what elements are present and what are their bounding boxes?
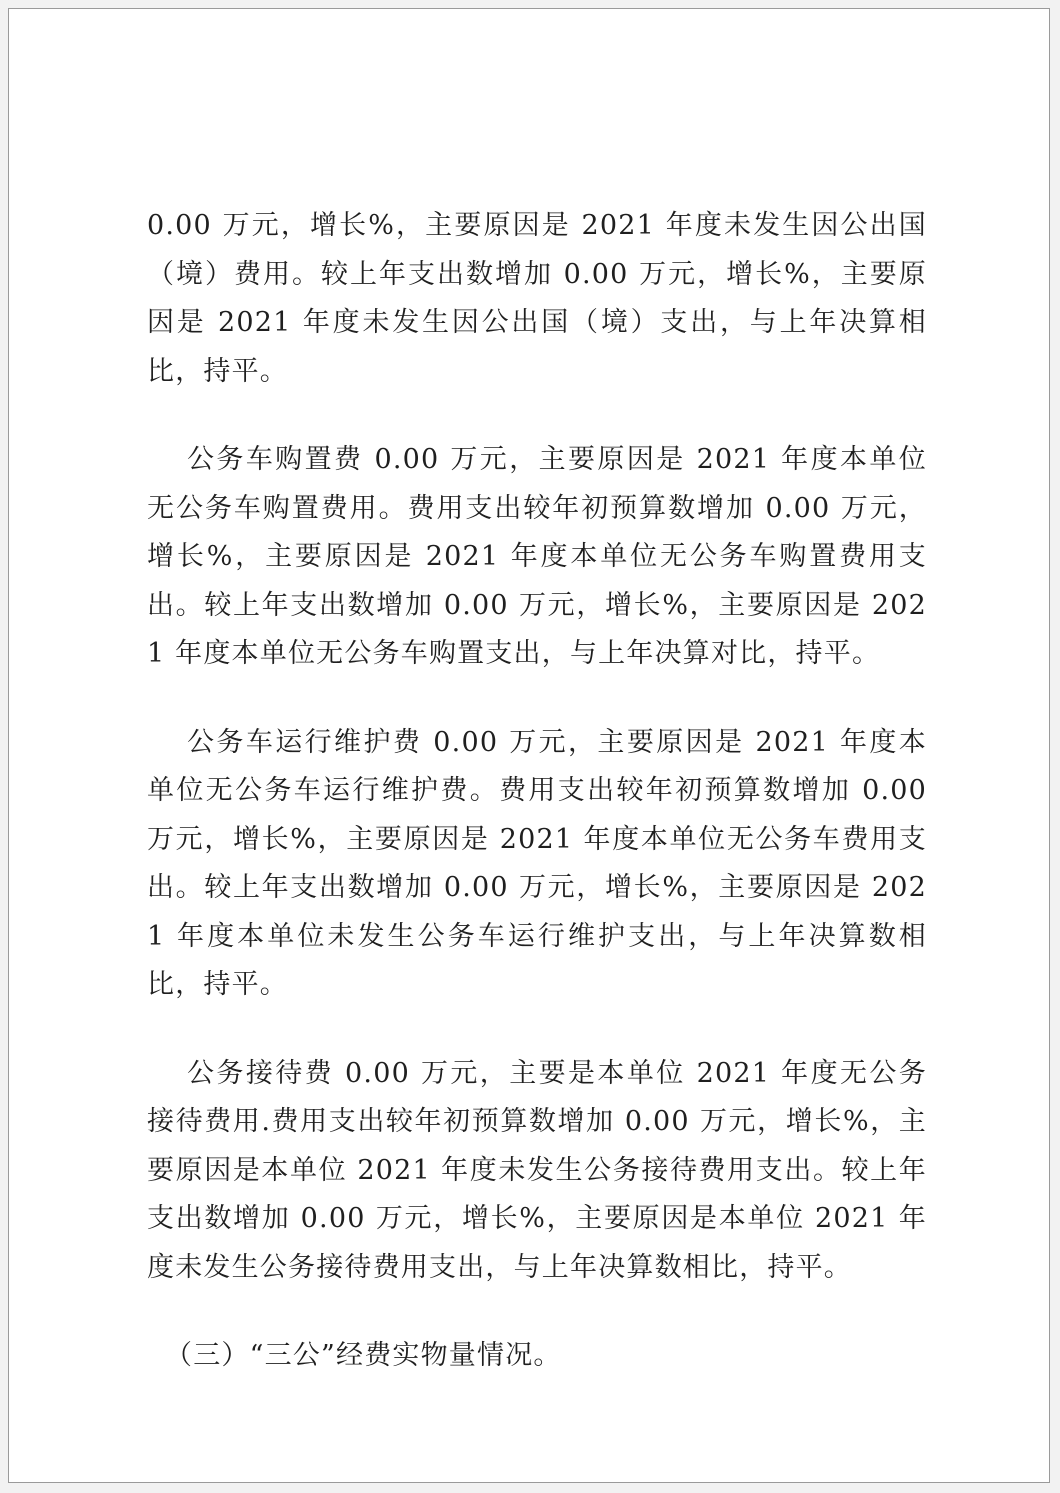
document-body	[147, 202, 927, 1381]
paragraph-vehicle-maintenance-cost: 公务车运行维护费 0.00 万元，主要原因是 2021 年度本单位无公务车运行维护费。费用支出较年初预算数增加 0.00 万元，增长%，主要原因是 2021 年度本单位无公务车费用支出。较上年支出数增加 0.00 万元，增长%，主要原因是 2021 年度本单位未发生公务车运行维护支出，与上年决算数相比，持平。	[147, 726, 927, 1000]
paragraph-reception-cost: 公务接待费 0.00 万元，主要是本单位 2021 年度无公务接待费用.费用支出较年初预算数增加 0.00 万元，增长%，主要原因是本单位 2021 年度未发生公务接待费用支出。较上年支出数增加 0.00 万元，增长%，主要原因是本单位 2021 年度未发生公务接待费用支出，与上年决算数相比，持平。	[147, 1057, 927, 1283]
section-heading: （三）“三公”经费实物量情况。	[165, 1340, 562, 1371]
document-page	[8, 8, 1050, 1483]
paragraph-overseas-travel-cost: 0.00 万元，增长%，主要原因是 2021 年度未发生因公出国（境）费用。较上年支出数增加 0.00 万元，增长%，主要原因是 2021 年度未发生因公出国（境）支出，与上年决算相比，持平。	[147, 210, 927, 387]
paragraph-vehicle-purchase-cost: 公务车购置费 0.00 万元，主要原因是 2021 年度本单位无公务车购置费用。费用支出较年初预算数增加 0.00 万元，增长%，主要原因是 2021 年度本单位无公务车购置费用支出。较上年支出数增加 0.00 万元，增长%，主要原因是 2021 年度本单位无公务车购置支出，与上年决算对比，持平。	[147, 444, 927, 669]
